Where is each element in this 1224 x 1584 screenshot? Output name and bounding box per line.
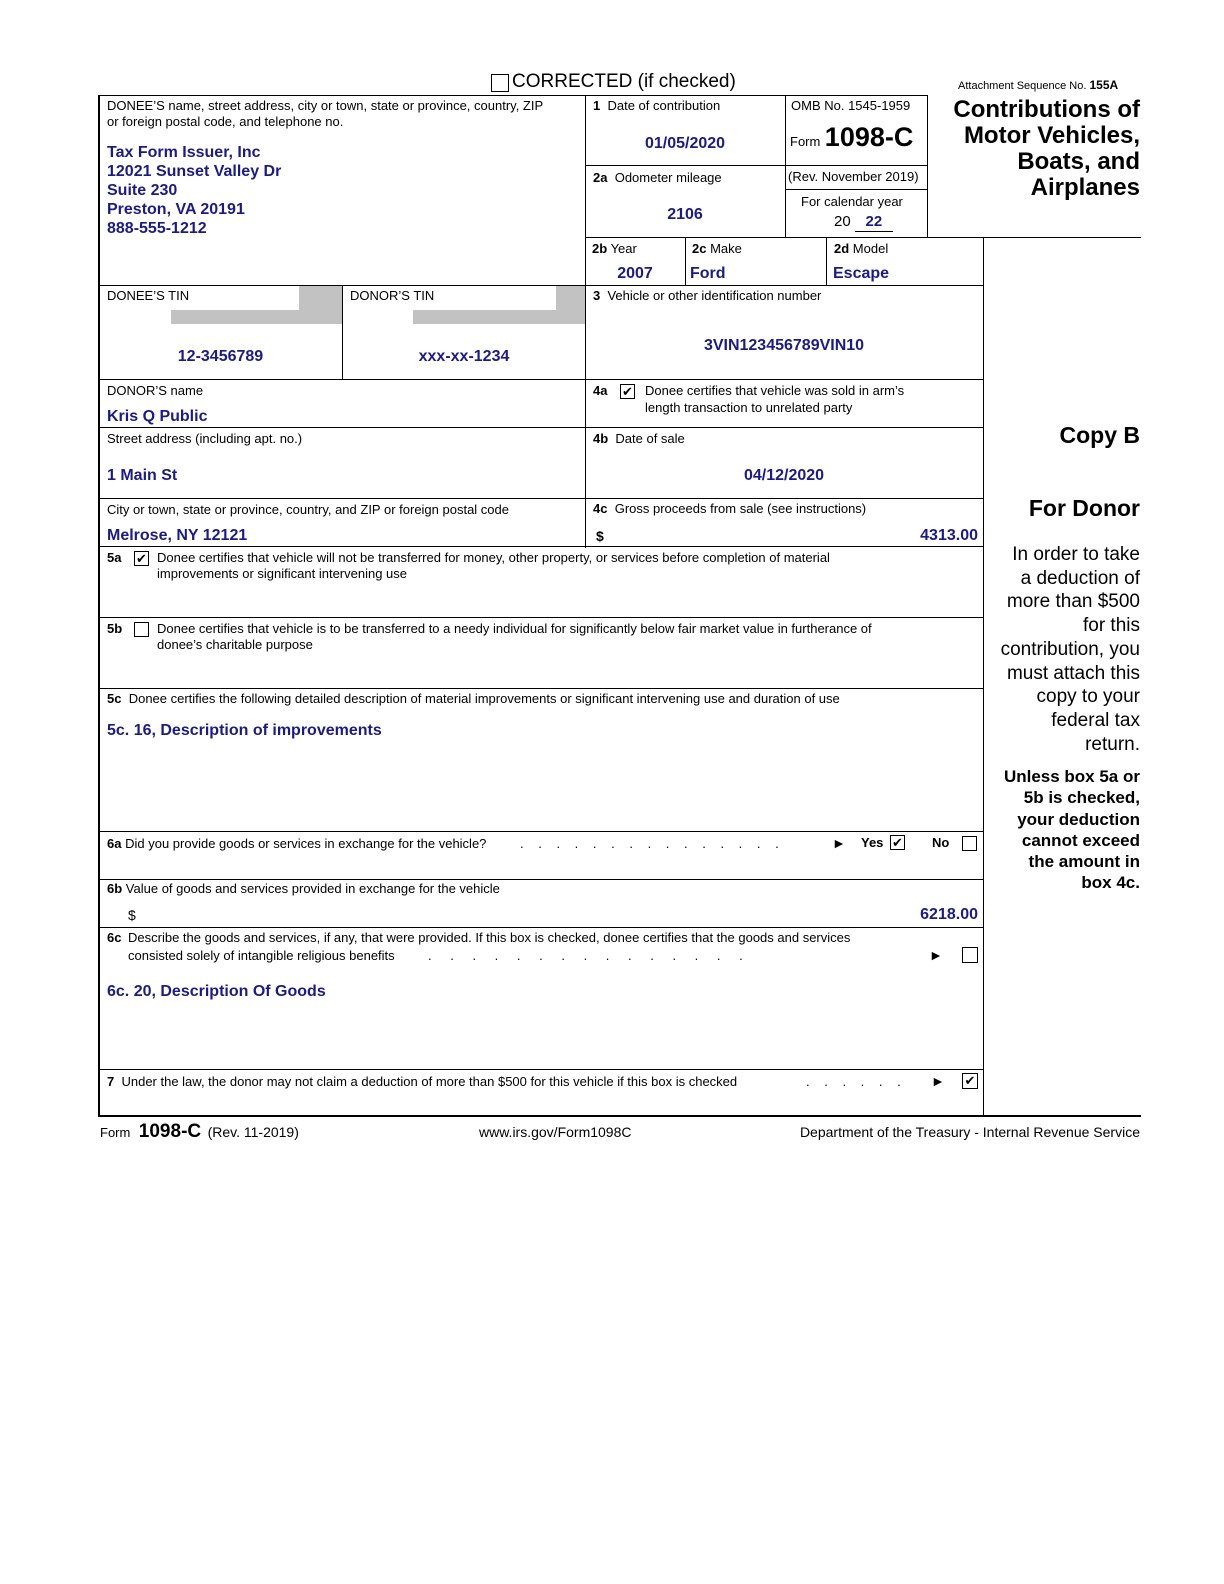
box6b-num: 6b [107, 881, 123, 896]
donee-suite: Suite 230 [107, 182, 178, 199]
divider-city-bottom [98, 546, 984, 547]
box4c-label [593, 501, 866, 517]
corrected-label: CORRECTED (if checked) [512, 71, 736, 92]
divider-6c-bottom [98, 1069, 984, 1070]
city-label: City or town, state or province, country, and ZIP or foreign postal code [107, 502, 509, 517]
footer-url: www.irs.gov/Form1098C [479, 1124, 632, 1140]
omb-form-id [790, 121, 913, 153]
box4a-num: 4a [593, 383, 608, 398]
divider-sidebar [983, 237, 984, 1117]
sidebar-warning-line-4: cannot exceed [1021, 830, 1140, 850]
box4a-checkbox[interactable]: ✔ [620, 384, 635, 399]
footer-department: Department of the Treasury - Internal Revenue Service [799, 1124, 1140, 1140]
divider-omb-bottom [585, 237, 1141, 238]
omb-year-prefix: 20 [834, 213, 851, 230]
box3-num: 3 [593, 288, 601, 303]
box5c-text: Donee certifies the following detailed description of material improvements or significant intervening use and duration of use [128, 691, 840, 706]
donor-tin-shading-band [413, 310, 585, 324]
divider-6a-bottom [98, 879, 984, 880]
box2d-value: Escape [833, 265, 890, 282]
corrected-checkbox[interactable] [491, 74, 509, 92]
divider-rev-top [785, 189, 927, 190]
sidebar-warning-line-2: 5b is checked, [1023, 788, 1140, 808]
box2d-label [834, 241, 888, 257]
donee-street: 12021 Sunset Valley Dr [107, 163, 282, 180]
sidebar-instructions-line-8: federal tax [1051, 709, 1140, 731]
divider-box1-bottom [585, 165, 927, 166]
box5c-label [107, 691, 840, 707]
box4b-num: 4b [593, 431, 609, 446]
box6a-yes-checkbox[interactable]: ✔ [890, 835, 905, 850]
box4b-label [593, 431, 685, 447]
box2d-num: 2d [834, 241, 850, 256]
box6c-value: 6c. 20, Description Of Goods [107, 983, 326, 1000]
box5b-text-line1: Donee certifies that vehicle is to be transferred to a needy individual for significantly below fair market value in furtherance of [157, 621, 872, 636]
box5a-text-line2: improvements or significant intervening use [157, 566, 408, 581]
box5a-num: 5a [107, 550, 122, 565]
box7-checkbox[interactable]: ✔ [962, 1073, 978, 1089]
box6a-num: 6a [107, 836, 122, 851]
box2a-num: 2a [593, 170, 608, 185]
donee-name: Tax Form Issuer, Inc [107, 144, 261, 161]
footer-form-name: 1098-C [138, 1121, 202, 1142]
box6a-arrow: ► [832, 835, 846, 851]
donee-tin-value: 12-3456789 [177, 348, 264, 365]
box7-leader-dots: . . . . . . [806, 1074, 901, 1089]
omb-number: OMB No. 1545-1959 [791, 98, 911, 113]
donee-city: Preston, VA 20191 [107, 201, 245, 218]
omb-form-name: 1098-C [824, 122, 914, 152]
box1-num: 1 [593, 98, 601, 113]
divider-donor-name-bottom [98, 427, 984, 428]
box2b-value: 2007 [617, 265, 653, 282]
box2a-value: 2106 [667, 206, 703, 223]
sidebar-instructions-line-1: In order to take [1012, 544, 1140, 565]
footer-revision: (Rev. 11-2019) [207, 1124, 299, 1140]
donor-tin-value: xxx-xx-1234 [418, 348, 510, 365]
sidebar-instructions-line-4: for this [1082, 615, 1140, 637]
box2b-num: 2b [592, 241, 608, 256]
omb-form-word: Form [790, 134, 821, 149]
box2b-label [592, 241, 637, 257]
box4b-value: 04/12/2020 [743, 467, 825, 484]
box4b-text: Date of sale [615, 431, 685, 446]
omb-calendar-year [834, 212, 893, 232]
box6c-text-line2: consisted solely of intangible religious benefits [128, 948, 395, 963]
box7-text: Under the law, the donor may not claim a deduction of more than $500 for this vehicle if this box is checked [121, 1074, 738, 1089]
attachment-sequence-number: 155A [1089, 78, 1119, 92]
donee-phone: 888-555-1212 [107, 220, 207, 237]
box6c-text-line1: Describe the goods and services, if any, that were provided. If this box is checked, donee certifies that the goods and services [128, 930, 851, 945]
attachment-sequence-prefix: Attachment Sequence No. [958, 80, 1087, 92]
box7-arrow: ► [931, 1073, 945, 1089]
box7-label [107, 1074, 737, 1090]
street-label: Street address (including apt. no.) [107, 431, 303, 446]
sidebar-warning [1004, 766, 1140, 894]
divider-row2-bottom [98, 285, 984, 286]
form-title-line3: Boats, and [1017, 148, 1140, 175]
form-title-line2: Motor Vehicles, [963, 122, 1140, 149]
sidebar-instructions [1001, 543, 1140, 756]
box5c-num: 5c [107, 691, 122, 706]
form-title-line4: Airplanes [1030, 174, 1140, 201]
divider-tin-bottom [98, 379, 984, 380]
box2d-text: Model [852, 241, 889, 256]
sidebar-instructions-line-6: must attach this [1006, 662, 1140, 684]
sidebar-instructions-line-3: more than $500 [1006, 591, 1140, 613]
sidebar-warning-line-3: your deduction [1017, 809, 1140, 829]
box5a-checkbox[interactable]: ✔ [134, 551, 149, 566]
box2c-label [692, 241, 742, 257]
divider-2c-right [826, 237, 827, 286]
box6a-leader-dots: . . . . . . . . . . . . . . . [520, 836, 779, 851]
omb-revision: (Rev. November 2019) [788, 169, 919, 184]
box2a-text: Odometer mileage [614, 170, 722, 185]
box7-num: 7 [107, 1074, 115, 1089]
divider-street-bottom [98, 498, 984, 499]
box5a-text-line1: Donee certifies that vehicle will not be transferred for money, other property, or services before completion of material [157, 550, 830, 565]
box6a-no-checkbox[interactable] [962, 836, 977, 851]
form-title-line1: Contributions of [953, 96, 1140, 123]
box2c-text: Make [710, 241, 742, 256]
box5c-value: 5c. 16, Description of improvements [107, 722, 382, 739]
box6c-num: 6c [107, 930, 122, 945]
divider-6b-bottom [98, 927, 984, 928]
box5b-text-line2: donee’s charitable purpose [157, 637, 313, 652]
box6b-label [107, 881, 500, 897]
donee-tin-label: DONEE’S TIN [107, 288, 190, 303]
box4c-num: 4c [593, 501, 608, 516]
box5b-checkbox[interactable] [134, 622, 149, 637]
box6a-no-label: No [932, 835, 950, 850]
box4a-text-line1: Donee certifies that vehicle was sold in arm’s [645, 383, 905, 398]
donor-name-value: Kris Q Public [107, 408, 208, 425]
box6b-text: Value of goods and services provided in exchange for the vehicle [125, 881, 500, 896]
sidebar-for: For Donor [1028, 495, 1140, 521]
form-title [953, 97, 1140, 201]
divider-5a-bottom [98, 617, 984, 618]
box6a-text: Did you provide goods or services in exchange for the vehicle? [125, 836, 487, 851]
divider-omb-right [927, 95, 928, 238]
box2a-label [593, 170, 722, 186]
box6b-currency: $ [128, 907, 136, 923]
box6c-leader-dots: . . . . . . . . . . . . . . . [428, 948, 743, 963]
donee-label: DONEE’S name, street address, city or town, state or province, country, ZIP [107, 98, 544, 113]
divider-omb-left [785, 95, 786, 238]
footer-form-word: Form [100, 1125, 131, 1140]
city-value: Melrose, NY 12121 [107, 527, 248, 544]
donee-tin-shading-band [171, 310, 342, 324]
box5b-num: 5b [107, 621, 123, 636]
footer-form-id [100, 1121, 299, 1143]
box6b-value: 6218.00 [920, 906, 978, 923]
box2c-num: 2c [692, 241, 707, 256]
donor-tin-label: DONOR’S TIN [350, 288, 435, 303]
divider-5c-bottom [98, 831, 984, 832]
form-left-border [98, 95, 100, 1117]
sidebar-copy: Copy B [1059, 422, 1140, 448]
attachment-sequence [958, 78, 1118, 93]
donee-label-line2: or foreign postal code, and telephone no. [107, 114, 344, 129]
box3-text: Vehicle or other identification number [607, 288, 822, 303]
divider-5b-bottom [98, 688, 984, 689]
sidebar-warning-line-5: the amount in [1028, 852, 1140, 872]
box2b-text: Year [610, 241, 637, 256]
box4c-currency: $ [596, 528, 604, 544]
box6a-yes-label: Yes [861, 835, 884, 850]
sidebar-instructions-line-7: copy to your [1036, 686, 1140, 708]
box1-label [593, 98, 720, 114]
box1-value: 01/05/2020 [644, 135, 726, 152]
street-value: 1 Main St [107, 467, 178, 484]
sidebar-instructions-line-9: return. [1085, 733, 1140, 755]
box4a-text-line2: length transaction to unrelated party [645, 400, 853, 415]
omb-calendar-label: For calendar year [801, 194, 903, 209]
box6c-checkbox[interactable] [962, 947, 978, 963]
box6a-label [107, 836, 486, 852]
box2c-value: Ford [690, 265, 726, 282]
form-top-border [98, 95, 928, 96]
sidebar-warning-line-1: Unless box 5a or [1003, 767, 1140, 786]
box6c-arrow: ► [929, 947, 943, 963]
form-bottom-border [98, 1115, 1141, 1117]
box4c-value: 4313.00 [920, 527, 978, 544]
divider-2b-right [685, 237, 686, 286]
box3-value: 3VIN123456789VIN10 [703, 337, 865, 354]
box4c-text: Gross proceeds from sale (see instructions) [614, 501, 867, 516]
sidebar-warning-line-6: box 4c. [1081, 873, 1140, 893]
donor-name-label: DONOR’S name [107, 383, 204, 398]
box1-text: Date of contribution [607, 98, 721, 113]
box3-label [593, 288, 821, 304]
omb-year-suffix: 22 [855, 212, 893, 232]
sidebar-instructions-line-2: a deduction of [1020, 567, 1140, 589]
sidebar-instructions-line-5: contribution, you [1000, 638, 1140, 660]
